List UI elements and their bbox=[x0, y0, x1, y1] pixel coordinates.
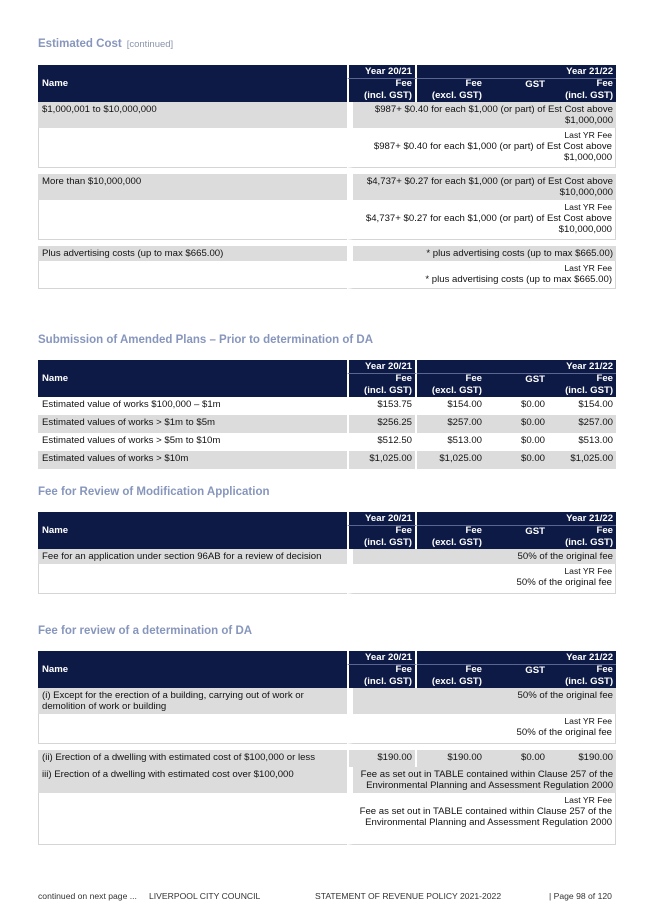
section-title-review-modification bbox=[38, 486, 270, 498]
table-row bbox=[38, 102, 616, 128]
header-incl-gst-2122: (incl. GST) bbox=[548, 677, 616, 689]
header-incl-gst-2021: (incl. GST) bbox=[347, 538, 417, 550]
header-fee-excl: Fee bbox=[417, 373, 485, 386]
fee-excl: $190.00 bbox=[417, 750, 485, 767]
table-row bbox=[38, 767, 616, 793]
header-fee-incl-2122: Fee bbox=[548, 373, 616, 386]
fee-excl: $257.00 bbox=[417, 415, 485, 433]
section-title-text: Estimated Cost bbox=[38, 38, 122, 50]
review-determination-table bbox=[38, 651, 616, 845]
header-year-2122: Year 21/22 bbox=[417, 512, 616, 525]
row-name: Fee for an application under section 96AB for a review of decision bbox=[38, 549, 347, 564]
last-year-cell bbox=[347, 564, 616, 594]
last-year-label: Last YR Fee bbox=[564, 795, 613, 805]
last-year-cell bbox=[347, 261, 616, 289]
footer-statement: STATEMENT OF REVENUE POLICY 2021-2022 bbox=[315, 891, 502, 901]
fee-incl: $513.00 bbox=[548, 433, 616, 451]
section-title-text: Submission of Amended Plans – Prior to determination of DA bbox=[38, 334, 374, 346]
section-title-review-determination bbox=[38, 625, 252, 637]
section-title-estimated-cost bbox=[38, 38, 173, 50]
fee-excl: $154.00 bbox=[417, 397, 485, 415]
row-value: * plus advertising costs (up to max $665.00) bbox=[347, 246, 616, 261]
header-name: Name bbox=[38, 651, 347, 688]
row-name: Plus advertising costs (up to max $665.00) bbox=[38, 246, 347, 261]
fee-excl: $1,025.00 bbox=[417, 451, 485, 469]
last-year-row bbox=[38, 793, 616, 845]
footer-page-number: | Page 98 of 120 bbox=[549, 891, 612, 901]
row-name: iii) Erection of a dwelling with estimated cost over $100,000 bbox=[38, 767, 347, 793]
footer-continued: continued on next page ... bbox=[38, 891, 137, 901]
header-incl-gst-2122: (incl. GST) bbox=[548, 538, 616, 550]
header-name: Name bbox=[38, 512, 347, 549]
last-year-label: Last YR Fee bbox=[564, 566, 613, 576]
table-row bbox=[38, 174, 616, 200]
header-year-2021: Year 20/21 bbox=[347, 651, 417, 664]
last-year-label: Last YR Fee bbox=[564, 130, 613, 140]
gst: $0.00 bbox=[485, 397, 548, 415]
header-excl-gst: (excl. GST) bbox=[417, 91, 485, 103]
continued-label: [continued] bbox=[126, 39, 174, 50]
header-incl-gst-2021: (incl. GST) bbox=[347, 677, 417, 689]
header-name: Name bbox=[38, 360, 347, 397]
fee-2021: $1,025.00 bbox=[347, 451, 417, 469]
header-year-2122: Year 21/22 bbox=[417, 65, 616, 78]
last-year-cell bbox=[347, 128, 616, 168]
header-fee-incl-2021: Fee bbox=[347, 78, 417, 91]
header-fee-incl-2021: Fee bbox=[347, 525, 417, 538]
table-row bbox=[38, 688, 616, 714]
header-gst: GST bbox=[485, 525, 548, 549]
section-title-text: Fee for review of a determination of DA bbox=[38, 625, 253, 637]
table-row bbox=[38, 246, 616, 261]
header-fee-incl-2021: Fee bbox=[347, 373, 417, 386]
header-excl-gst: (excl. GST) bbox=[417, 386, 485, 398]
header-incl-gst-2122: (incl. GST) bbox=[548, 91, 616, 103]
last-year-label: Last YR Fee bbox=[564, 202, 613, 212]
section-title-text: Fee for Review of Modification Application bbox=[38, 486, 270, 498]
row-value: Fee as set out in TABLE contained within Clause 257 of the Environmental Planning and Assessment Regulation 2000 bbox=[347, 767, 616, 793]
amended-plans-table bbox=[38, 360, 616, 469]
last-year-value: * plus advertising costs (up to max $665.00) bbox=[425, 274, 613, 285]
header-fee-excl: Fee bbox=[417, 525, 485, 538]
header-fee-excl: Fee bbox=[417, 78, 485, 91]
table-row bbox=[38, 433, 616, 451]
footer-council: LIVERPOOL CITY COUNCIL bbox=[149, 891, 261, 901]
last-year-row bbox=[38, 200, 616, 240]
row-name: (i) Except for the erection of a building, carrying out of work or demolition of work or building bbox=[38, 688, 347, 714]
table-row bbox=[38, 415, 616, 433]
header-incl-gst-2021: (incl. GST) bbox=[347, 386, 417, 398]
fee-2021: $512.50 bbox=[347, 433, 417, 451]
row-name: Estimated value of works $100,000 – $1m bbox=[38, 397, 347, 415]
last-year-value: 50% of the original fee bbox=[516, 577, 613, 588]
last-year-row bbox=[38, 128, 616, 168]
last-year-row bbox=[38, 564, 616, 594]
fee-2021: $153.75 bbox=[347, 397, 417, 415]
last-year-value: Fee as set out in TABLE contained within Clause 257 of the Environmental Planning and Assessment Regulation 2000 bbox=[359, 806, 613, 828]
header-year-2021: Year 20/21 bbox=[347, 360, 417, 373]
header-excl-gst: (excl. GST) bbox=[417, 677, 485, 689]
header-name: Name bbox=[38, 65, 347, 102]
gst: $0.00 bbox=[485, 415, 548, 433]
fee-incl: $190.00 bbox=[548, 750, 616, 767]
header-fee-incl-2122: Fee bbox=[548, 525, 616, 538]
review-modification-table bbox=[38, 512, 616, 594]
last-year-label: Last YR Fee bbox=[564, 716, 613, 726]
table-row bbox=[38, 549, 616, 564]
last-year-row bbox=[38, 261, 616, 289]
fee-2021: $256.25 bbox=[347, 415, 417, 433]
table-row bbox=[38, 451, 616, 469]
last-year-value: $987+ $0.40 for each $1,000 (or part) of Est Cost above $1,000,000 bbox=[373, 141, 613, 163]
table-row bbox=[38, 750, 616, 767]
fee-2021: $190.00 bbox=[347, 750, 417, 767]
row-value: 50% of the original fee bbox=[347, 549, 616, 564]
fee-incl: $1,025.00 bbox=[548, 451, 616, 469]
last-year-cell bbox=[347, 200, 616, 240]
header-incl-gst-2021: (incl. GST) bbox=[347, 91, 417, 103]
header-year-2122: Year 21/22 bbox=[417, 651, 616, 664]
row-name: $1,000,001 to $10,000,000 bbox=[38, 102, 347, 128]
header-incl-gst-2122: (incl. GST) bbox=[548, 386, 616, 398]
header-gst: GST bbox=[485, 78, 548, 102]
last-year-cell bbox=[347, 793, 616, 845]
fee-excl: $513.00 bbox=[417, 433, 485, 451]
row-value: $987+ $0.40 for each $1,000 (or part) of Est Cost above $1,000,000 bbox=[347, 102, 616, 128]
header-gst: GST bbox=[485, 664, 548, 688]
header-gst: GST bbox=[485, 373, 548, 397]
row-name: (ii) Erection of a dwelling with estimated cost of $100,000 or less bbox=[38, 750, 347, 767]
gst: $0.00 bbox=[485, 451, 548, 469]
last-year-label: Last YR Fee bbox=[564, 263, 613, 273]
gst: $0.00 bbox=[485, 750, 548, 767]
row-name: Estimated values of works > $10m bbox=[38, 451, 347, 469]
table-row bbox=[38, 397, 616, 415]
last-year-cell bbox=[347, 714, 616, 744]
row-name: Estimated values of works > $5m to $10m bbox=[38, 433, 347, 451]
fee-incl: $257.00 bbox=[548, 415, 616, 433]
header-fee-incl-2021: Fee bbox=[347, 664, 417, 677]
row-name: More than $10,000,000 bbox=[38, 174, 347, 200]
section-title-amended-plans bbox=[38, 334, 373, 346]
header-year-2122: Year 21/22 bbox=[417, 360, 616, 373]
estimated-cost-table bbox=[38, 65, 616, 289]
last-year-value: 50% of the original fee bbox=[516, 727, 613, 738]
header-fee-excl: Fee bbox=[417, 664, 485, 677]
header-fee-incl-2122: Fee bbox=[548, 664, 616, 677]
row-value: 50% of the original fee bbox=[347, 688, 616, 714]
gst: $0.00 bbox=[485, 433, 548, 451]
header-year-2021: Year 20/21 bbox=[347, 512, 417, 525]
header-excl-gst: (excl. GST) bbox=[417, 538, 485, 550]
fee-incl: $154.00 bbox=[548, 397, 616, 415]
row-name: Estimated values of works > $1m to $5m bbox=[38, 415, 347, 433]
header-fee-incl-2122: Fee bbox=[548, 78, 616, 91]
last-year-row bbox=[38, 714, 616, 744]
header-year-2021: Year 20/21 bbox=[347, 65, 417, 78]
row-value: $4,737+ $0.27 for each $1,000 (or part) of Est Cost above $10,000,000 bbox=[347, 174, 616, 200]
last-year-value: $4,737+ $0.27 for each $1,000 (or part) of Est Cost above $10,000,000 bbox=[365, 213, 613, 235]
